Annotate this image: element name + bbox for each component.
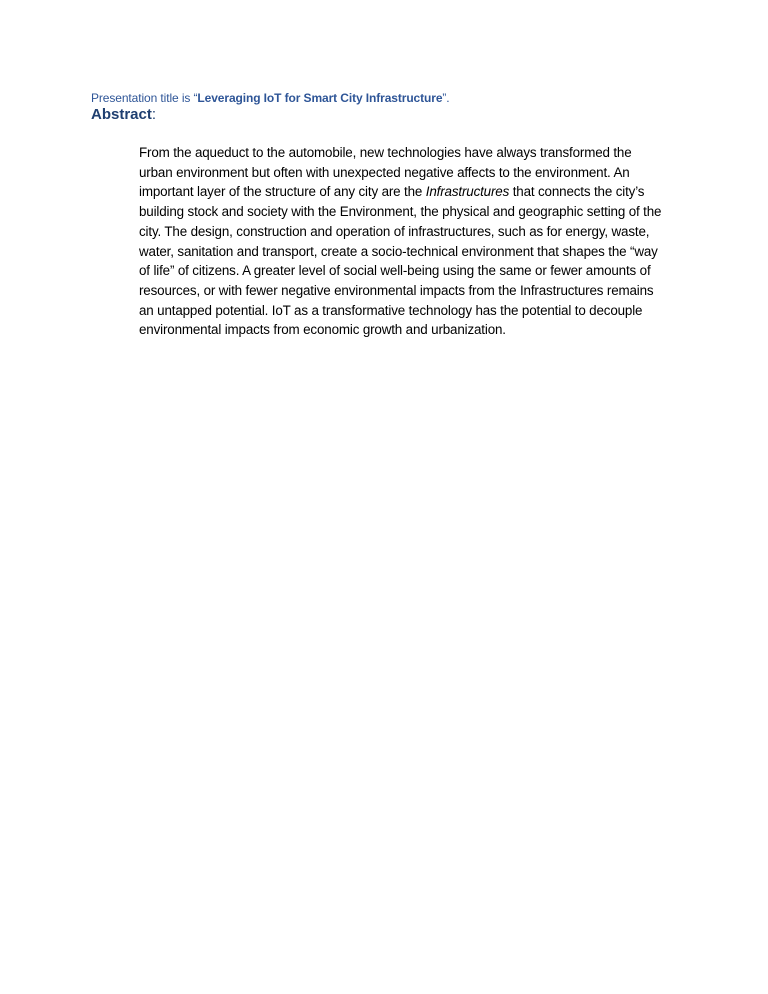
abstract-paragraph	[139, 143, 664, 340]
title-prefix: Presentation title is “	[91, 91, 198, 105]
abstract-heading-label: Abstract	[91, 106, 152, 123]
presentation-title-line	[91, 91, 450, 105]
presentation-title: Leveraging IoT for Smart City Infrastructure	[197, 91, 443, 105]
abstract-body	[139, 143, 664, 340]
title-suffix: ”.	[442, 91, 450, 105]
abstract-heading-colon: :	[151, 106, 157, 123]
abstract-heading	[91, 106, 156, 123]
abstract-text-part2: that connects the city’s building stock and society with the Environment, the physical and geographic setting of the city. The design, construction and operation of infrastructures, such as for energy, waste, water, sanitation and transport, create a socio-technical environment that shapes the “way of life” of citizens. A greater level of social well-being using the same or fewer amounts of resources, or with fewer negative environmental impacts from the Infrastructures remains an untapped potential. IoT as a transformative technology has the potential to decouple environmental impacts from economic growth and urbanization.	[139, 184, 662, 338]
abstract-text-part1: From the aqueduct to the automobile, new technologies have always transformed the urban environment but often with unexpected negative affects to the environment. An important layer of the structure of any city are the	[139, 145, 632, 200]
abstract-italic-term: Infrastructures	[425, 184, 510, 200]
